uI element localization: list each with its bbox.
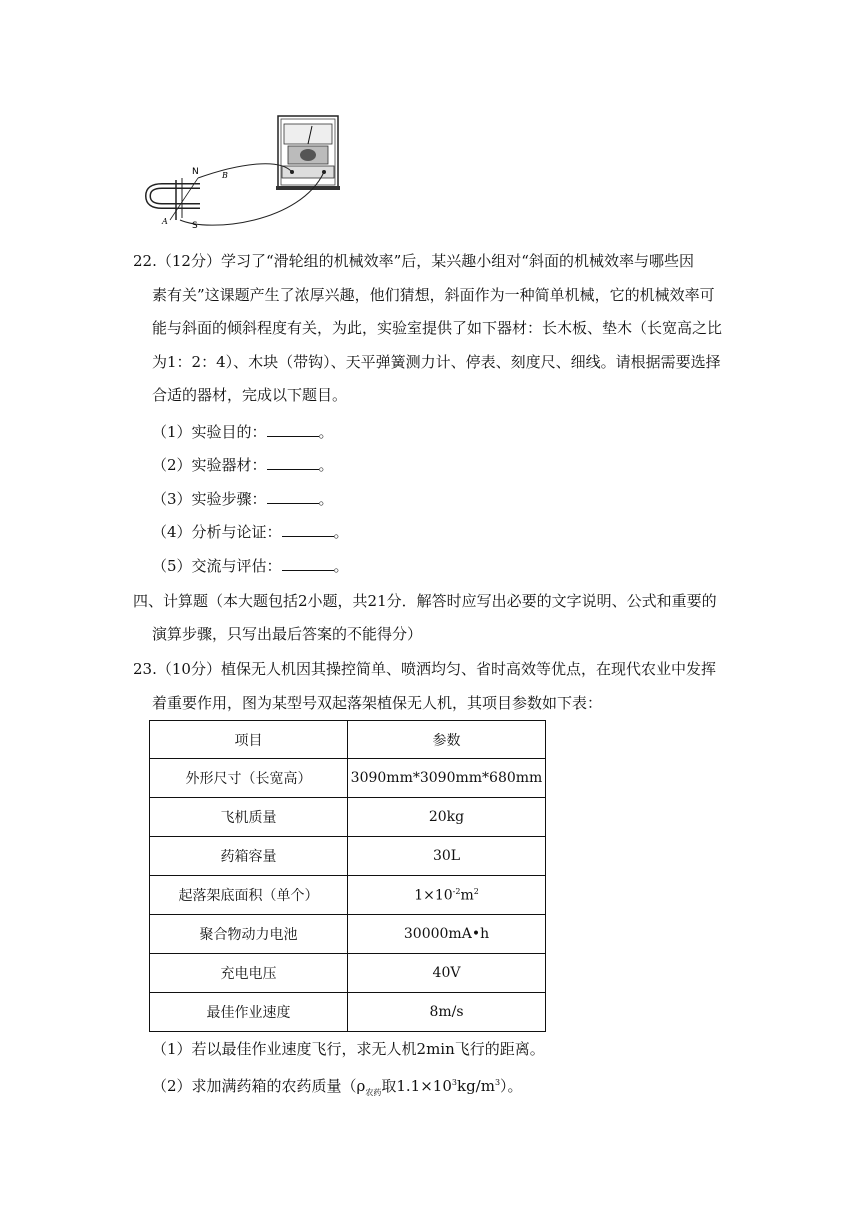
table-cell: 30000mA•h — [348, 915, 546, 954]
table-row — [150, 837, 546, 876]
table-row — [150, 915, 546, 954]
table-cell: 3090mm*3090mm*680mm — [348, 759, 546, 798]
table-header: 参数 — [348, 721, 546, 759]
table-header-row — [150, 721, 546, 759]
q22-line-5: 合适的器材，完成以下题目。 — [152, 386, 348, 404]
answer-blank[interactable] — [282, 522, 334, 537]
q22-line-1: 22.（12分）学习了“滑轮组的机械效率”后，某兴趣小组对“斜面的机械效率与哪些因 — [133, 252, 694, 270]
table-row — [150, 798, 546, 837]
q23-line-1: 23.（10分）植保无人机因其操控简单、喷洒均匀、省时高效等优点，在现代农业中发挥 — [133, 660, 716, 678]
label-a: A — [162, 217, 168, 226]
label-s: S — [192, 221, 198, 231]
table-cell: 20kg — [348, 798, 546, 837]
answer-blank[interactable] — [282, 556, 334, 571]
label-b: B — [222, 171, 228, 180]
answer-blank[interactable] — [267, 489, 319, 504]
table-cell: 药箱容量 — [150, 837, 348, 876]
answer-blank[interactable] — [267, 455, 319, 470]
answer-blank[interactable] — [267, 422, 319, 437]
table-cell: 8m/s — [348, 993, 546, 1032]
table-row — [150, 876, 546, 915]
q22-item-2: （2）实验器材： 。 — [152, 456, 334, 474]
section4-heading: 四、计算题（本大题包括2小题，共21分．解答时应写出必要的文字说明、公式和重要的 — [133, 592, 717, 610]
q22-item-1: （1）实验目的： 。 — [152, 423, 334, 441]
q23-sub-1: （1）若以最佳作业速度飞行，求无人机2min飞行的距离。 — [152, 1040, 545, 1058]
q23-sub-2: （2）求加满药箱的农药质量（$\rho_{农药}$取$1.1\times 10^3kg/m^3$）。 — [152, 1077, 523, 1097]
q22-item-4: （4）分析与论证： 。 — [152, 523, 349, 541]
table-row — [150, 954, 546, 993]
table-cell: 外形尺寸（长宽高） — [150, 759, 348, 798]
q22-line-3: 能与斜面的倾斜程度有关，为此，实验室提供了如下器材：长木板、垫木（长宽高之比 — [152, 319, 723, 337]
table-row — [150, 993, 546, 1032]
q22-item-3: （3）实验步骤： 。 — [152, 490, 334, 508]
q22-line-4: 为1：2：4）、木块（带钩）、天平弹簧测力计、停表、刻度尺、细线。请根据需要选择 — [152, 353, 721, 371]
section4-line-2: 演算步骤，只写出最后答案的不能得分） — [152, 625, 423, 643]
table-header: 项目 — [150, 721, 348, 759]
table-cell: 聚合物动力电池 — [150, 915, 348, 954]
table-cell: 起落架底面积（单个） — [150, 876, 348, 915]
horseshoe-magnet-icon — [148, 178, 200, 220]
drone-params-table — [149, 720, 546, 1032]
table-cell: 40V — [348, 954, 546, 993]
table-cell: 飞机质量 — [150, 798, 348, 837]
magnet-galvanometer-figure — [140, 108, 350, 233]
table-cell: $1\times 10^{-2}m^2$ — [348, 876, 546, 915]
table-cell: 充电电压 — [150, 954, 348, 993]
q22-line-2: 素有关”这课题产生了浓厚兴趣，他们猜想，斜面作为一种简单机械，它的机械效率可 — [152, 286, 715, 304]
table-cell: 最佳作业速度 — [150, 993, 348, 1032]
table-row — [150, 759, 546, 798]
galvanometer-icon — [276, 116, 340, 190]
q23-line-2: 着重要作用，图为某型号双起落架植保无人机，其项目参数如下表： — [152, 694, 603, 712]
q22-item-5: （5）交流与评估： 。 — [152, 557, 349, 575]
table-cell: 30L — [348, 837, 546, 876]
label-n: N — [192, 167, 199, 177]
